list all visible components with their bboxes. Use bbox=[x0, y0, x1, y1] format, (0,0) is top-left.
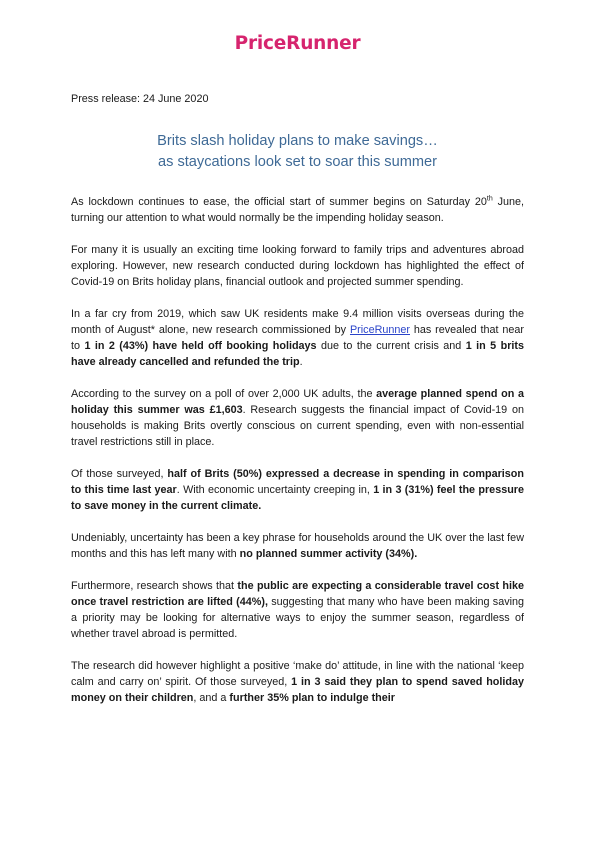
text: June, turning our attention to what would normally be the impending holiday season. bbox=[71, 196, 524, 224]
paragraph-2: For many it is usually an exciting time looking forward to family trips and adventures abroad exploring. However, new research conducted during lockdown has highlighted the effect of Covid-19 on Brits holiday plans, financial outlook and projected summer spending. bbox=[71, 244, 524, 288]
bold-text: 1 in 3 said they plan to spend saved holiday money on their children bbox=[71, 676, 524, 704]
text: According to the survey on a poll of over 2,000 UK adults, the bbox=[71, 388, 377, 400]
bold-text: half of Brits (50%) expressed a decrease in spending in comparison to this time last year bbox=[71, 468, 525, 496]
text: . Research suggests the financial impact of Covid-19 on households is making Brits overtly conscious on current spending, even with non-essential travel restrictions still in place. bbox=[71, 404, 524, 448]
pricerunner-logo: PriceRunner bbox=[234, 33, 361, 54]
paragraph-7 bbox=[71, 578, 524, 642]
headline-line-1: Brits slash holiday plans to make savings… bbox=[157, 133, 438, 149]
bold-text: 1 in 3 (31%) feel the pressure to save money in the current climate. bbox=[71, 484, 525, 512]
text: Undeniably, uncertainty has been a key phrase for households around the UK over the last few months and this has left many with bbox=[71, 532, 524, 560]
pricerunner-link[interactable]: PriceRunner bbox=[349, 324, 410, 336]
paragraph-8 bbox=[71, 658, 524, 706]
bold-text: average planned spend on a holiday this summer was £1,603 bbox=[71, 388, 524, 416]
bold-text: 1 in 2 (43%) have held off booking holidays bbox=[84, 340, 317, 352]
headline bbox=[0, 131, 595, 173]
text: Furthermore, research shows that bbox=[71, 580, 238, 592]
text: has revealed that near to bbox=[71, 324, 524, 352]
text: In a far cry from 2019, which saw UK residents make 9.4 million visits overseas during the month of August* alone, new research commissioned by bbox=[71, 308, 524, 336]
text: As lockdown continues to ease, the official start of summer begins on Saturday 20 bbox=[71, 196, 487, 208]
press-release-date: Press release: 24 June 2020 bbox=[71, 93, 209, 105]
text: suggesting that many who have been making saving a priority may be looking for alternative ways to enjoy the summer season, regardless of whether travel abroad is permitted. bbox=[71, 596, 525, 640]
text: . With economic uncertainty creeping in, bbox=[176, 484, 374, 496]
bold-text: further 35% plan to indulge their bbox=[229, 692, 395, 704]
text: , and a bbox=[193, 692, 230, 704]
paragraph-4 bbox=[71, 386, 524, 450]
text: . bbox=[299, 356, 303, 368]
paragraph-3 bbox=[71, 306, 524, 370]
bold-text: 1 in 5 brits have already cancelled and refunded the trip bbox=[71, 340, 524, 368]
superscript: th bbox=[486, 195, 493, 203]
paragraph-1 bbox=[71, 194, 524, 226]
text: Of those surveyed, bbox=[71, 468, 168, 480]
article-body bbox=[71, 194, 524, 722]
paragraph-6 bbox=[71, 530, 524, 562]
bold-text: the public are expecting a considerable travel cost hike once travel restriction are lifted (44%), bbox=[71, 580, 524, 608]
text: due to the current crisis and bbox=[316, 340, 466, 352]
text: The research did however highlight a positive ‘make do’ attitude, in line with the national ‘keep calm and carry on’ spirit. Of those surveyed, bbox=[71, 660, 524, 688]
paragraph-5 bbox=[71, 466, 524, 514]
headline-line-2: as staycations look set to soar this summer bbox=[157, 154, 437, 170]
bold-text: no planned summer activity (34%). bbox=[239, 548, 418, 560]
